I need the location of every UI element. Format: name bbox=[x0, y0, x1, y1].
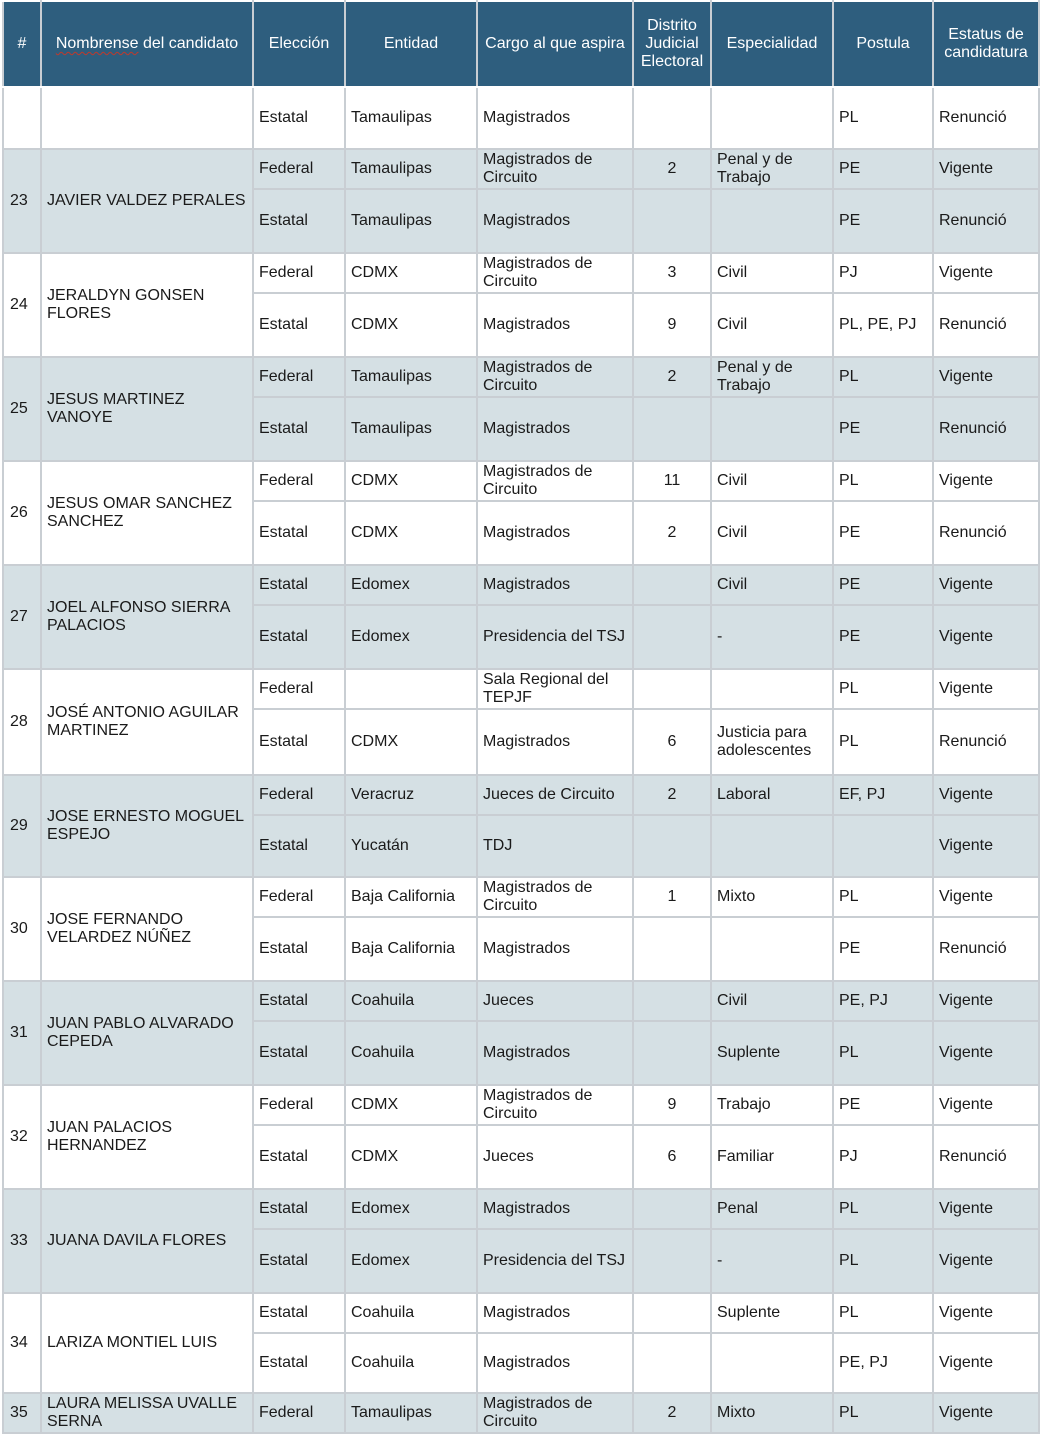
especialidad-cell: - bbox=[711, 1229, 833, 1293]
especialidad-cell: Mixto bbox=[711, 1393, 833, 1433]
header-postula: Postula bbox=[833, 1, 933, 87]
cargo-cell: Jueces bbox=[477, 1125, 633, 1189]
eleccion-cell: Estatal bbox=[253, 87, 345, 149]
header-eleccion: Elección bbox=[253, 1, 345, 87]
estatus-cell: Vigente bbox=[933, 565, 1039, 605]
candidate-name-cell: JAVIER VALDEZ PERALES bbox=[41, 149, 253, 253]
candidate-name-cell: JOSE FERNANDO VELARDEZ NÚÑEZ bbox=[41, 877, 253, 981]
entidad-cell: Tamaulipas bbox=[345, 357, 477, 397]
cargo-cell: Magistrados bbox=[477, 293, 633, 357]
entidad-cell: Coahuila bbox=[345, 1021, 477, 1085]
entidad-cell: CDMX bbox=[345, 709, 477, 775]
table-body bbox=[3, 87, 1039, 1433]
eleccion-cell: Estatal bbox=[253, 565, 345, 605]
eleccion-cell: Federal bbox=[253, 149, 345, 189]
header-distrito: Distrito Judicial Electoral bbox=[633, 1, 711, 87]
especialidad-cell: Penal bbox=[711, 1189, 833, 1229]
distrito-cell: 2 bbox=[633, 1393, 711, 1433]
estatus-cell: Renunció bbox=[933, 87, 1039, 149]
entidad-cell: Tamaulipas bbox=[345, 397, 477, 461]
cargo-cell: Magistrados bbox=[477, 189, 633, 253]
distrito-cell bbox=[633, 87, 711, 149]
postula-cell: PL bbox=[833, 1293, 933, 1333]
especialidad-cell bbox=[711, 1333, 833, 1393]
cargo-cell: Magistrados de Circuito bbox=[477, 149, 633, 189]
candidate-name-cell: LAURA MELISSA UVALLE SERNA bbox=[41, 1393, 253, 1433]
estatus-cell: Renunció bbox=[933, 1125, 1039, 1189]
row-number-cell: 26 bbox=[3, 461, 41, 565]
distrito-cell bbox=[633, 1229, 711, 1293]
cargo-cell: Magistrados bbox=[477, 397, 633, 461]
especialidad-cell bbox=[711, 189, 833, 253]
estatus-cell: Vigente bbox=[933, 1021, 1039, 1085]
distrito-cell: 3 bbox=[633, 253, 711, 293]
distrito-cell: 2 bbox=[633, 357, 711, 397]
candidates-table bbox=[2, 0, 1040, 1434]
candidate-name-cell: JESUS MARTINEZ VANOYE bbox=[41, 357, 253, 461]
eleccion-cell: Federal bbox=[253, 669, 345, 709]
cargo-cell: Magistrados bbox=[477, 87, 633, 149]
eleccion-cell: Estatal bbox=[253, 815, 345, 877]
header-entidad: Entidad bbox=[345, 1, 477, 87]
row-number-cell: 30 bbox=[3, 877, 41, 981]
table-row bbox=[3, 1393, 1039, 1433]
postula-cell: PL bbox=[833, 709, 933, 775]
table-row bbox=[3, 1293, 1039, 1333]
entidad-cell: Coahuila bbox=[345, 1333, 477, 1393]
postula-cell: PL, PE, PJ bbox=[833, 293, 933, 357]
especialidad-cell bbox=[711, 87, 833, 149]
distrito-cell: 2 bbox=[633, 775, 711, 815]
row-number-cell: 33 bbox=[3, 1189, 41, 1293]
table-row bbox=[3, 87, 1039, 149]
estatus-cell: Renunció bbox=[933, 709, 1039, 775]
cargo-cell: Magistrados de Circuito bbox=[477, 253, 633, 293]
especialidad-cell: Civil bbox=[711, 461, 833, 501]
distrito-cell: 2 bbox=[633, 501, 711, 565]
table-row bbox=[3, 669, 1039, 709]
row-number-cell: 31 bbox=[3, 981, 41, 1085]
postula-cell: PL bbox=[833, 877, 933, 917]
eleccion-cell: Estatal bbox=[253, 189, 345, 253]
row-number-cell: 32 bbox=[3, 1085, 41, 1189]
especialidad-cell: Suplente bbox=[711, 1021, 833, 1085]
table-row bbox=[3, 461, 1039, 501]
cargo-cell: Magistrados bbox=[477, 917, 633, 981]
distrito-cell bbox=[633, 397, 711, 461]
candidate-name-cell bbox=[41, 87, 253, 149]
estatus-cell: Vigente bbox=[933, 815, 1039, 877]
entidad-cell: Edomex bbox=[345, 1189, 477, 1229]
candidate-name-cell: JESUS OMAR SANCHEZ SANCHEZ bbox=[41, 461, 253, 565]
table-row bbox=[3, 357, 1039, 397]
cargo-cell: Magistrados de Circuito bbox=[477, 461, 633, 501]
cargo-cell: Magistrados bbox=[477, 1293, 633, 1333]
eleccion-cell: Estatal bbox=[253, 501, 345, 565]
cargo-cell: Jueces bbox=[477, 981, 633, 1021]
eleccion-cell: Estatal bbox=[253, 1021, 345, 1085]
eleccion-cell: Federal bbox=[253, 877, 345, 917]
candidates-table-container bbox=[2, 0, 1038, 1434]
candidate-name-cell: JOSÉ ANTONIO AGUILAR MARTINEZ bbox=[41, 669, 253, 775]
table-row bbox=[3, 253, 1039, 293]
postula-cell: PE bbox=[833, 189, 933, 253]
especialidad-cell: Civil bbox=[711, 293, 833, 357]
entidad-cell: CDMX bbox=[345, 1125, 477, 1189]
entidad-cell: Veracruz bbox=[345, 775, 477, 815]
especialidad-cell: Civil bbox=[711, 565, 833, 605]
estatus-cell: Vigente bbox=[933, 981, 1039, 1021]
eleccion-cell: Estatal bbox=[253, 1229, 345, 1293]
distrito-cell: 1 bbox=[633, 877, 711, 917]
postula-cell: PE bbox=[833, 397, 933, 461]
entidad-cell: CDMX bbox=[345, 501, 477, 565]
entidad-cell: Tamaulipas bbox=[345, 149, 477, 189]
estatus-cell: Vigente bbox=[933, 1189, 1039, 1229]
entidad-cell: CDMX bbox=[345, 461, 477, 501]
header-nombre-rest: del candidato bbox=[138, 35, 239, 52]
especialidad-cell: Civil bbox=[711, 501, 833, 565]
row-number-cell: 28 bbox=[3, 669, 41, 775]
eleccion-cell: Estatal bbox=[253, 981, 345, 1021]
distrito-cell bbox=[633, 565, 711, 605]
entidad-cell: CDMX bbox=[345, 1085, 477, 1125]
distrito-cell bbox=[633, 1333, 711, 1393]
table-row bbox=[3, 981, 1039, 1021]
table-row bbox=[3, 1189, 1039, 1229]
estatus-cell: Renunció bbox=[933, 397, 1039, 461]
cargo-cell: Magistrados bbox=[477, 1189, 633, 1229]
entidad-cell: Edomex bbox=[345, 1229, 477, 1293]
cargo-cell: Presidencia del TSJ bbox=[477, 605, 633, 669]
cargo-cell: TDJ bbox=[477, 815, 633, 877]
spellcheck-word: Nombrense bbox=[55, 35, 139, 52]
postula-cell: PE bbox=[833, 605, 933, 669]
postula-cell: PE bbox=[833, 917, 933, 981]
postula-cell: PE bbox=[833, 501, 933, 565]
estatus-cell: Vigente bbox=[933, 877, 1039, 917]
entidad-cell: Tamaulipas bbox=[345, 87, 477, 149]
cargo-cell: Magistrados bbox=[477, 501, 633, 565]
postula-cell: PL bbox=[833, 1021, 933, 1085]
distrito-cell bbox=[633, 189, 711, 253]
entidad-cell: Coahuila bbox=[345, 981, 477, 1021]
distrito-cell bbox=[633, 1021, 711, 1085]
estatus-cell: Vigente bbox=[933, 149, 1039, 189]
candidate-name-cell: JOSE ERNESTO MOGUEL ESPEJO bbox=[41, 775, 253, 877]
distrito-cell bbox=[633, 1189, 711, 1229]
row-number-cell: 34 bbox=[3, 1293, 41, 1393]
entidad-cell: Baja California bbox=[345, 877, 477, 917]
row-number-cell: 23 bbox=[3, 149, 41, 253]
cargo-cell: Magistrados de Circuito bbox=[477, 1393, 633, 1433]
entidad-cell: Tamaulipas bbox=[345, 1393, 477, 1433]
especialidad-cell: Familiar bbox=[711, 1125, 833, 1189]
eleccion-cell: Estatal bbox=[253, 1293, 345, 1333]
distrito-cell: 6 bbox=[633, 709, 711, 775]
estatus-cell: Vigente bbox=[933, 1229, 1039, 1293]
especialidad-cell bbox=[711, 917, 833, 981]
table-row bbox=[3, 149, 1039, 189]
postula-cell: PL bbox=[833, 1229, 933, 1293]
table-row bbox=[3, 1085, 1039, 1125]
row-number-cell: 35 bbox=[3, 1393, 41, 1433]
estatus-cell: Renunció bbox=[933, 917, 1039, 981]
cargo-cell: Magistrados bbox=[477, 1333, 633, 1393]
candidate-name-cell: JUAN PABLO ALVARADO CEPEDA bbox=[41, 981, 253, 1085]
table-row bbox=[3, 775, 1039, 815]
postula-cell: PL bbox=[833, 669, 933, 709]
table-header bbox=[3, 1, 1039, 87]
eleccion-cell: Estatal bbox=[253, 397, 345, 461]
estatus-cell: Vigente bbox=[933, 1393, 1039, 1433]
entidad-cell: Baja California bbox=[345, 917, 477, 981]
entidad-cell bbox=[345, 669, 477, 709]
cargo-cell: Magistrados de Circuito bbox=[477, 877, 633, 917]
cargo-cell: Presidencia del TSJ bbox=[477, 1229, 633, 1293]
especialidad-cell: Penal y de Trabajo bbox=[711, 357, 833, 397]
postula-cell: PE bbox=[833, 149, 933, 189]
estatus-cell: Renunció bbox=[933, 293, 1039, 357]
entidad-cell: CDMX bbox=[345, 293, 477, 357]
table-row bbox=[3, 565, 1039, 605]
distrito-cell: 9 bbox=[633, 1085, 711, 1125]
especialidad-cell: Mixto bbox=[711, 877, 833, 917]
postula-cell: PE bbox=[833, 1085, 933, 1125]
row-number-cell: 29 bbox=[3, 775, 41, 877]
postula-cell: PE, PJ bbox=[833, 1333, 933, 1393]
eleccion-cell: Federal bbox=[253, 1085, 345, 1125]
distrito-cell: 11 bbox=[633, 461, 711, 501]
postula-cell bbox=[833, 815, 933, 877]
estatus-cell: Vigente bbox=[933, 1085, 1039, 1125]
distrito-cell: 2 bbox=[633, 149, 711, 189]
especialidad-cell: - bbox=[711, 605, 833, 669]
cargo-cell: Magistrados bbox=[477, 709, 633, 775]
postula-cell: PL bbox=[833, 357, 933, 397]
header-especialidad: Especialidad bbox=[711, 1, 833, 87]
estatus-cell: Vigente bbox=[933, 1333, 1039, 1393]
distrito-cell bbox=[633, 605, 711, 669]
estatus-cell: Vigente bbox=[933, 357, 1039, 397]
eleccion-cell: Estatal bbox=[253, 1189, 345, 1229]
especialidad-cell: Civil bbox=[711, 981, 833, 1021]
row-number-cell: 25 bbox=[3, 357, 41, 461]
especialidad-cell: Civil bbox=[711, 253, 833, 293]
postula-cell: PL bbox=[833, 1189, 933, 1229]
candidate-name-cell: LARIZA MONTIEL LUIS bbox=[41, 1293, 253, 1393]
entidad-cell: Coahuila bbox=[345, 1293, 477, 1333]
eleccion-cell: Estatal bbox=[253, 605, 345, 669]
especialidad-cell: Suplente bbox=[711, 1293, 833, 1333]
entidad-cell: Edomex bbox=[345, 565, 477, 605]
entidad-cell: Yucatán bbox=[345, 815, 477, 877]
distrito-cell bbox=[633, 1293, 711, 1333]
distrito-cell bbox=[633, 981, 711, 1021]
table-row bbox=[3, 877, 1039, 917]
postula-cell: PL bbox=[833, 87, 933, 149]
header-estatus: Estatus de candidatura bbox=[933, 1, 1039, 87]
eleccion-cell: Federal bbox=[253, 461, 345, 501]
cargo-cell: Magistrados bbox=[477, 565, 633, 605]
especialidad-cell bbox=[711, 815, 833, 877]
eleccion-cell: Estatal bbox=[253, 917, 345, 981]
eleccion-cell: Estatal bbox=[253, 709, 345, 775]
postula-cell: PJ bbox=[833, 1125, 933, 1189]
estatus-cell: Vigente bbox=[933, 605, 1039, 669]
postula-cell: PJ bbox=[833, 253, 933, 293]
distrito-cell bbox=[633, 669, 711, 709]
eleccion-cell: Federal bbox=[253, 253, 345, 293]
cargo-cell: Magistrados de Circuito bbox=[477, 1085, 633, 1125]
postula-cell: EF, PJ bbox=[833, 775, 933, 815]
estatus-cell: Vigente bbox=[933, 461, 1039, 501]
postula-cell: PL bbox=[833, 461, 933, 501]
estatus-cell: Renunció bbox=[933, 501, 1039, 565]
especialidad-cell: Trabajo bbox=[711, 1085, 833, 1125]
estatus-cell: Vigente bbox=[933, 669, 1039, 709]
cargo-cell: Magistrados de Circuito bbox=[477, 357, 633, 397]
especialidad-cell bbox=[711, 669, 833, 709]
header-cargo: Cargo al que aspira bbox=[477, 1, 633, 87]
header-num: # bbox=[3, 1, 41, 87]
especialidad-cell: Laboral bbox=[711, 775, 833, 815]
entidad-cell: Tamaulipas bbox=[345, 189, 477, 253]
header-nombre bbox=[41, 1, 253, 87]
row-number-cell: 24 bbox=[3, 253, 41, 357]
eleccion-cell: Federal bbox=[253, 775, 345, 815]
eleccion-cell: Federal bbox=[253, 357, 345, 397]
candidate-name-cell: JUAN PALACIOS HERNANDEZ bbox=[41, 1085, 253, 1189]
distrito-cell: 9 bbox=[633, 293, 711, 357]
entidad-cell: CDMX bbox=[345, 253, 477, 293]
cargo-cell: Magistrados bbox=[477, 1021, 633, 1085]
candidate-name-cell: JUANA DAVILA FLORES bbox=[41, 1189, 253, 1293]
entidad-cell: Edomex bbox=[345, 605, 477, 669]
cargo-cell: Sala Regional del TEPJF bbox=[477, 669, 633, 709]
estatus-cell: Vigente bbox=[933, 775, 1039, 815]
especialidad-cell bbox=[711, 397, 833, 461]
postula-cell: PE, PJ bbox=[833, 981, 933, 1021]
eleccion-cell: Estatal bbox=[253, 1333, 345, 1393]
row-number-cell bbox=[3, 87, 41, 149]
estatus-cell: Vigente bbox=[933, 1293, 1039, 1333]
distrito-cell bbox=[633, 917, 711, 981]
estatus-cell: Renunció bbox=[933, 189, 1039, 253]
header-row bbox=[3, 1, 1039, 87]
especialidad-cell: Justicia para adolescentes bbox=[711, 709, 833, 775]
eleccion-cell: Estatal bbox=[253, 293, 345, 357]
candidate-name-cell: JOEL ALFONSO SIERRA PALACIOS bbox=[41, 565, 253, 669]
candidate-name-cell: JERALDYN GONSEN FLORES bbox=[41, 253, 253, 357]
estatus-cell: Vigente bbox=[933, 253, 1039, 293]
eleccion-cell: Estatal bbox=[253, 1125, 345, 1189]
distrito-cell bbox=[633, 815, 711, 877]
cargo-cell: Jueces de Circuito bbox=[477, 775, 633, 815]
postula-cell: PE bbox=[833, 565, 933, 605]
distrito-cell: 6 bbox=[633, 1125, 711, 1189]
postula-cell: PL bbox=[833, 1393, 933, 1433]
row-number-cell: 27 bbox=[3, 565, 41, 669]
especialidad-cell: Penal y de Trabajo bbox=[711, 149, 833, 189]
eleccion-cell: Federal bbox=[253, 1393, 345, 1433]
